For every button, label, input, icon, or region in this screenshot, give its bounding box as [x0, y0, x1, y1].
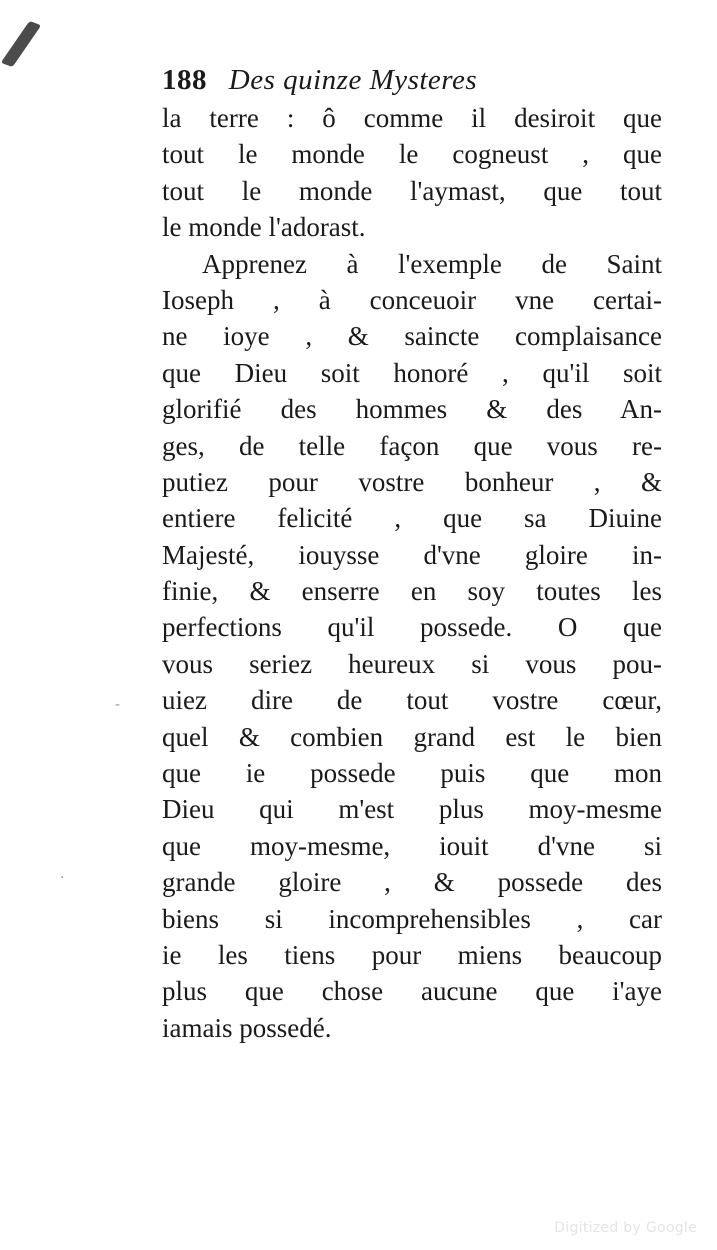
running-title: Des quinze Mysteres — [228, 64, 478, 96]
text-line: ges, de telle façon que vous re- — [162, 430, 662, 461]
text-line: Ioseph , à conceuoir vne certai- — [162, 284, 662, 315]
text-line: perfections qu'il possede. O que — [162, 612, 662, 643]
text-line: biens si incomprehensibles , car — [162, 903, 662, 934]
body-text — [162, 100, 662, 1046]
text-line: finie, & enserre en soy toutes les — [162, 576, 662, 607]
text-line: putiez pour vostre bonheur , & — [162, 466, 662, 497]
text-line: que Dieu soit honoré , qu'il soit — [162, 357, 662, 388]
text-line: le monde l'adorast. — [162, 212, 366, 243]
text-line: plus que chose aucune que i'aye — [162, 976, 662, 1007]
text-line: vous seriez heureux si vous pou- — [162, 648, 662, 679]
text-line: ne ioye , & saincte complaisance — [162, 321, 662, 352]
text-line: tout le monde l'aymast, que tout — [162, 175, 662, 206]
text-line: entiere felicité , que sa Diuine — [162, 503, 662, 534]
text-line: tout le monde le cogneust , que — [162, 139, 662, 170]
text-line: grande gloire , & possede des — [162, 867, 662, 898]
text-line: que moy-mesme, iouit d'vne si — [162, 830, 662, 861]
text-line: glorifié des hommes & des An- — [162, 394, 662, 425]
running-head — [162, 60, 602, 100]
margin-dot: · — [60, 870, 65, 886]
text-line: Apprenez à l'exemple de Saint — [202, 248, 662, 279]
ink-mark — [1, 21, 42, 67]
text-line: iamais possedé. — [162, 1012, 332, 1043]
text-line: Dieu qui m'est plus moy-mesme — [162, 794, 662, 825]
text-line: ie les tiens pour miens beaucoup — [162, 939, 662, 970]
text-line: Majesté, iouysse d'vne gloire in- — [162, 539, 662, 570]
text-line: uiez dire de tout vostre cœur, — [162, 685, 662, 716]
page-number: 188 — [162, 64, 207, 96]
digitizer-watermark: Digitized by Google — [554, 1220, 697, 1236]
text-line: la terre : ô comme il desiroit que — [162, 103, 662, 133]
margin-dash: - — [115, 697, 121, 713]
text-line: que ie possede puis que mon — [162, 758, 662, 789]
text-line: quel & combien grand est le bien — [162, 721, 662, 752]
